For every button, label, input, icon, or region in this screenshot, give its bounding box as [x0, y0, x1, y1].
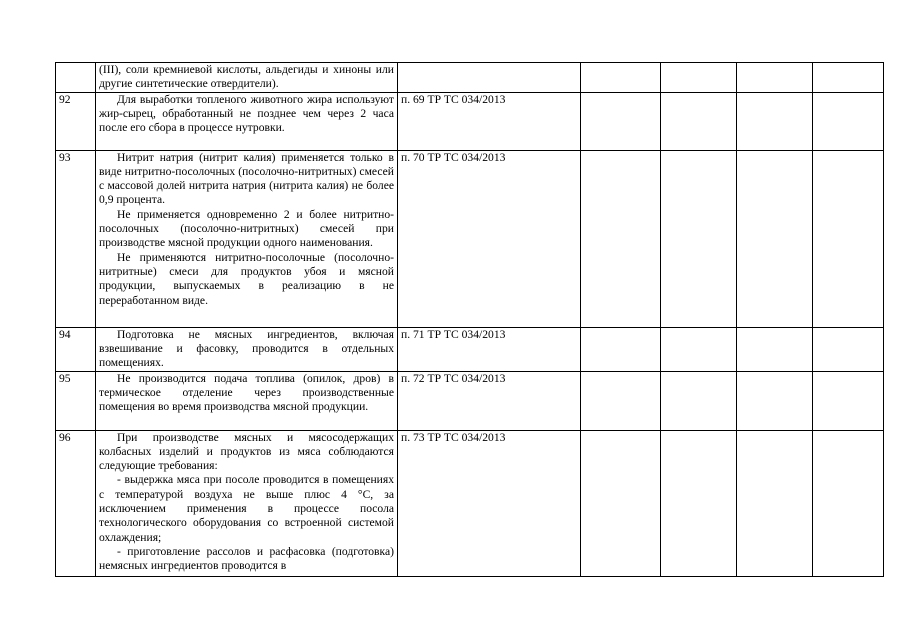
empty-cell — [813, 63, 884, 93]
empty-cell — [813, 327, 884, 371]
requirement-text — [96, 63, 398, 93]
empty-cell — [581, 150, 661, 327]
empty-cell — [737, 371, 813, 430]
empty-cell — [661, 327, 737, 371]
reference-cell: п. 70 ТР ТС 034/2013 — [398, 150, 581, 327]
requirement-paragraph: (III), соли кремниевой кислоты, альдегиды и хиноны или другие синтетические отвердители). — [99, 63, 394, 91]
empty-cell — [813, 150, 884, 327]
empty-cell — [581, 63, 661, 93]
reference-cell: п. 71 ТР ТС 034/2013 — [398, 327, 581, 371]
row-number — [56, 63, 96, 93]
requirement-paragraph: - выдержка мяса при посоле проводится в помещениях с температурой воздуха не выше плюс 4 °C, за исключением применения в процессе посола технологического оборудования со встроенной системой охлаждения; — [99, 473, 394, 544]
row-number: 92 — [56, 92, 96, 150]
empty-cell — [581, 430, 661, 576]
empty-cell — [737, 92, 813, 150]
reference-cell — [398, 63, 581, 93]
empty-cell — [737, 150, 813, 327]
empty-cell — [581, 92, 661, 150]
table-row — [56, 150, 884, 327]
reference-cell: п. 72 ТР ТС 034/2013 — [398, 371, 581, 430]
empty-cell — [581, 327, 661, 371]
empty-cell — [661, 63, 737, 93]
table-row — [56, 63, 884, 93]
row-number: 93 — [56, 150, 96, 327]
requirement-paragraph: Нитрит натрия (нитрит калия) применяется только в виде нитритно-посолочных (посолочно-нитритных) смесей с массовой долей нитрита натрия (нитрита калия) не более 0,9 процента. — [99, 150, 394, 207]
row-number: 95 — [56, 371, 96, 430]
reference-cell: п. 69 ТР ТС 034/2013 — [398, 92, 581, 150]
row-number: 94 — [56, 327, 96, 371]
empty-cell — [737, 327, 813, 371]
empty-cell — [813, 92, 884, 150]
empty-cell — [661, 92, 737, 150]
requirement-paragraph: Для выработки топленого животного жира используют жир-сырец, обработанный не позднее чем через 2 часа после его сбора в процессе нутровки. — [99, 92, 394, 135]
empty-cell — [581, 371, 661, 430]
empty-cell — [813, 371, 884, 430]
empty-cell — [737, 430, 813, 576]
table-row — [56, 430, 884, 576]
requirement-paragraph: При производстве мясных и мясосодержащих колбасных изделий и продуктов из мяса соблюдаются следующие требования: — [99, 430, 394, 473]
requirement-paragraph: - приготовление рассолов и расфасовка (подготовка) немясных ингредиентов проводится в — [99, 544, 394, 573]
requirement-text — [96, 92, 398, 150]
requirement-paragraph: Не применяется одновременно 2 и более нитритно-посолочных (посолочно-нитритных) смесей при производстве мясной продукции одного наименования. — [99, 207, 394, 250]
requirements-table — [55, 62, 884, 577]
empty-cell — [737, 63, 813, 93]
empty-cell — [661, 371, 737, 430]
requirement-paragraph: Не производится подача топлива (опилок, дров) в термическое отделение через производственные помещения во время производства мясной продукции. — [99, 371, 394, 414]
table-row — [56, 327, 884, 371]
requirement-paragraph: Не применяются нитритно-посолочные (посолочно-нитритные) смеси для продуктов убоя и мясной продукции, выпускаемых в реализацию в не переработанном виде. — [99, 250, 394, 307]
requirement-text — [96, 430, 398, 576]
empty-cell — [661, 150, 737, 327]
table-row — [56, 371, 884, 430]
table-row — [56, 92, 884, 150]
requirement-text — [96, 371, 398, 430]
reference-cell: п. 73 ТР ТС 034/2013 — [398, 430, 581, 576]
empty-cell — [661, 430, 737, 576]
requirement-text — [96, 327, 398, 371]
row-number: 96 — [56, 430, 96, 576]
requirement-text — [96, 150, 398, 327]
empty-cell — [813, 430, 884, 576]
requirement-paragraph: Подготовка не мясных ингредиентов, включая взвешивание и фасовку, проводится в отдельных помещениях. — [99, 327, 394, 370]
